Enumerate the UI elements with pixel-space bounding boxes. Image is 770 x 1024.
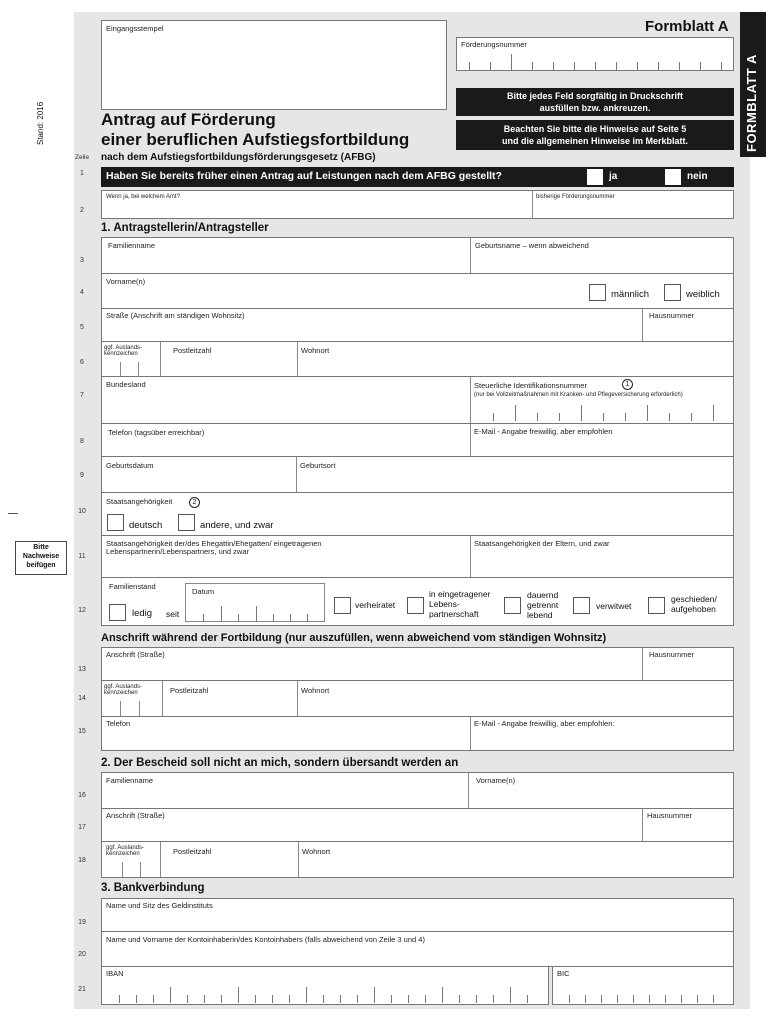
- bundesland-steuer-row[interactable]: Bundesland Steuerliche Identifikationsnummer 1 (nur bei Vollzeitmaßnahmen mit Kranken- und Pflegeversicherung erforderlich): [101, 376, 734, 424]
- info-2-icon: 2: [189, 497, 200, 508]
- verheiratet-checkbox[interactable]: [334, 597, 351, 614]
- page-subtitle: nach dem Aufstiegsfortbildungsförderungsgesetz (AFBG): [101, 152, 376, 163]
- ort-row[interactable]: ggf. Auslands- kennzeichen Postleitzahl Wohnort: [101, 341, 734, 377]
- formblatt-title: Formblatt A: [645, 18, 729, 35]
- maennlich-checkbox[interactable]: [589, 284, 606, 301]
- bescheid-anschrift-row[interactable]: Anschrift (Straße) Hausnummer: [101, 808, 734, 842]
- zeile-number: 21: [78, 986, 86, 993]
- nein-checkbox[interactable]: [665, 169, 681, 185]
- iban-field[interactable]: IBAN: [101, 966, 549, 1005]
- deutsch-checkbox[interactable]: [107, 514, 124, 531]
- zeile-number: 5: [80, 324, 84, 331]
- weiblich-checkbox[interactable]: [664, 284, 681, 301]
- zeile-number: 12: [78, 607, 86, 614]
- side-dash: [8, 513, 18, 514]
- zeile-number: 6: [80, 359, 84, 366]
- bic-field[interactable]: BIC: [552, 966, 734, 1005]
- formblatt-tab: FORMBLATT A: [740, 12, 766, 157]
- zeile-header: Zeile: [75, 154, 90, 161]
- zeile-number: 13: [78, 666, 86, 673]
- section-3-title: 3. Bankverbindung: [101, 882, 205, 894]
- eingangsstempel-box: Eingangsstempel: [101, 20, 447, 110]
- seit-datum-field[interactable]: Datum: [185, 583, 325, 622]
- notice-druckschrift: Bitte jedes Feld sorgfältig in Druckschrift ausfüllen bzw. ankreuzen.: [456, 88, 734, 116]
- bescheid-ort-row[interactable]: ggf. Auslands- kennzeichen Postleitzahl Wohnort: [101, 841, 734, 878]
- zeile-number: 8: [80, 438, 84, 445]
- geschieden-checkbox[interactable]: [648, 597, 665, 614]
- amt-field[interactable]: Wenn ja, bei welchem Amt? bisherige Förderungsnummer: [101, 190, 734, 219]
- verwitwet-checkbox[interactable]: [573, 597, 590, 614]
- getrennt-checkbox[interactable]: [504, 597, 521, 614]
- zeile-number: 7: [80, 392, 84, 399]
- strasse-field[interactable]: Straße (Anschrift am ständigen Wohnsitz) Hausnummer: [101, 308, 734, 342]
- page-title: Antrag auf Förderung einer beruflichen Aufstiegsfortbildung: [101, 110, 410, 149]
- andere-checkbox[interactable]: [178, 514, 195, 531]
- foerderungsnummer-field[interactable]: Förderungsnummer: [456, 37, 734, 71]
- familienstand-row[interactable]: Familienstand ledig seit Datum verheiratet in eingetragener Lebens- partnerschaft dauernd getrennt lebend verwitwet geschieden/ aufgehoben: [101, 577, 734, 626]
- previous-application-question: Haben Sie bereits früher einen Antrag auf Leistungen nach dem AFBG gestellt? ja nein: [101, 167, 734, 187]
- staatsangehoerigkeit-row[interactable]: Staatsangehörigkeit 2 deutsch andere, und zwar: [101, 492, 734, 536]
- zeile-number: 19: [78, 919, 86, 926]
- zeile-number: 15: [78, 728, 86, 735]
- bescheid-name-row[interactable]: Familienname Vorname(n): [101, 772, 734, 809]
- zeile-number: 11: [78, 553, 86, 560]
- info-1-icon: 1: [622, 379, 633, 390]
- lebenspartnerschaft-checkbox[interactable]: [407, 597, 424, 614]
- zeile-number: 4: [80, 289, 84, 296]
- zeile-number: 1: [80, 170, 84, 177]
- ja-checkbox[interactable]: [587, 169, 603, 185]
- fort-telefon-row[interactable]: Telefon E-Mail - Angabe freiwillig, aber empfohlen:: [101, 716, 734, 751]
- zeile-number: 9: [80, 472, 84, 479]
- nachweise-box: Bitte Nachweise beifügen: [15, 541, 67, 575]
- section-1-title: 1. Antragstellerin/Antragsteller: [101, 222, 269, 234]
- geburt-row[interactable]: Geburtsdatum Geburtsort: [101, 456, 734, 493]
- zeile-number: 10: [78, 508, 86, 515]
- familienname-field[interactable]: Familienname Geburtsname – wenn abweichend: [101, 237, 734, 274]
- stand-label: Stand: 2016: [36, 101, 45, 145]
- vorname-field[interactable]: Vorname(n) männlich weiblich: [101, 273, 734, 309]
- telefon-email-row[interactable]: Telefon (tagsüber erreichbar) E-Mail - Angabe freiwillig, aber empfohlen: [101, 423, 734, 457]
- fort-ort-row[interactable]: ggf. Auslands- kennzeichen Postleitzahl Wohnort: [101, 680, 734, 717]
- zeile-number: 17: [78, 824, 86, 831]
- section-fortbildung-title: Anschrift während der Fortbildung (nur auszufüllen, wenn abweichend vom ständigen Wohnsitz): [101, 632, 607, 644]
- zeile-number: 2: [80, 207, 84, 214]
- geldinstitut-field[interactable]: Name und Sitz des Geldinstituts: [101, 898, 734, 932]
- zeile-number: 20: [78, 951, 86, 958]
- fort-anschrift-field[interactable]: Anschrift (Straße) Hausnummer: [101, 647, 734, 681]
- zeile-number: 14: [78, 695, 86, 702]
- zeile-number: 18: [78, 857, 86, 864]
- kontoinhaber-field[interactable]: Name und Vorname der Kontoinhaberin/des Kontoinhabers (falls abweichend von Zeile 3 und 4): [101, 931, 734, 967]
- section-2-title: 2. Der Bescheid soll nicht an mich, sondern übersandt werden an: [101, 757, 459, 769]
- ledig-checkbox[interactable]: [109, 604, 126, 621]
- zeile-number: 3: [80, 257, 84, 264]
- staat-ehe-eltern-row[interactable]: Staatsangehörigkeit der/des Ehegattin/Ehegatten/ eingetragenen Lebenspartnerin/Lebenspartners, und zwar Staatsangehörigkeit der Eltern, und zwar: [101, 535, 734, 578]
- notice-hinweise: Beachten Sie bitte die Hinweise auf Seite 5 und die allgemeinen Hinweise im Merkblatt.: [456, 120, 734, 150]
- zeile-number: 16: [78, 792, 86, 799]
